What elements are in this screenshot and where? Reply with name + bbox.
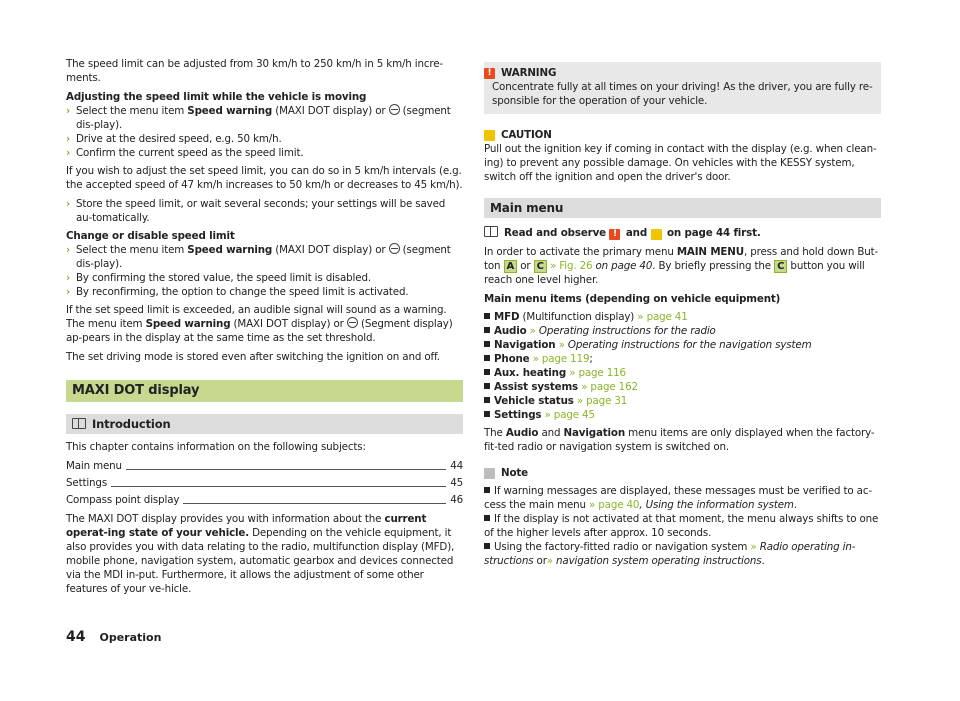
book-icon (72, 418, 86, 429)
note-label: Note (501, 467, 528, 479)
note-icon: i (484, 468, 495, 479)
interval-paragraph: If you wish to adjust the set speed limit, you can do so in 5 km/h intervals (e.g. the accepted speed of 47 km/h increases to 50 km/h or decreases to 45 km/h). (66, 165, 463, 191)
chevron-right-icon: › (66, 272, 71, 284)
page-link[interactable]: » page 162 (581, 381, 638, 393)
key-c: C (774, 260, 787, 273)
note-item: Using the factory-fitted radio or navigation system » Radio operating in-structions or» navigation system operating instructions. (484, 541, 856, 567)
list-item: › Confirm the current speed as the speed limit. (66, 147, 304, 159)
list-item: › By reconfirming, the option to change the speed limit is activated. (66, 286, 409, 298)
key-a: A (504, 260, 518, 273)
list-item: › By confirming the stored value, the speed limit is disabled. (66, 272, 371, 284)
list-item: › Store the speed limit, or wait several seconds; your settings will be saved au-tomatically. (66, 198, 446, 224)
fig-26-link[interactable]: » Fig. 26 (546, 260, 593, 272)
chapter-info: This chapter contains information on the following subjects: (66, 441, 366, 453)
segment-display-icon (389, 104, 400, 115)
segment-display-icon (347, 317, 358, 328)
list-item: Vehicle status » page 31 (484, 394, 881, 408)
list-item: › Select the menu item Speed warning (MAXI DOT display) or (segment dis-play). (66, 105, 451, 131)
chevron-right-icon: › (66, 244, 71, 256)
note-item: If warning messages are displayed, these messages must be verified to ac-cess the main menu » page 40, Using the information system. (484, 485, 872, 511)
page-link[interactable]: » page 45 (544, 409, 595, 421)
read-observe-line: Read and observe ! and ! on page 44 first. (484, 226, 881, 240)
intro-paragraph: The speed limit can be adjusted from 30 km/h to 250 km/h in 5 km/h incre-ments. (66, 58, 443, 84)
maxi-dot-heading: MAXI DOT display (66, 380, 463, 402)
right-column (484, 62, 881, 568)
activate-paragraph: In order to activate the primary menu MAIN MENU, press and hold down But-ton A or C » Fig. 26 on page 40. By briefly pressing the C button you will reach one level higher. (484, 246, 879, 286)
page-footer (66, 629, 161, 645)
main-menu-heading: Main menu (484, 198, 881, 218)
page-link[interactable]: » page 31 (576, 395, 628, 407)
maxi-dot-paragraph: The MAXI DOT display provides you with information about the current operat-ing state of your vehicle. Depending on the vehicle equipment, it also provides you with data relating to the radio, multifunction display (MFD), mobile phone, navigation system, automatic gearbox and devices connected via the MDI in-put. Furthermore, it allows the adjustment of some other features of your ve-hicle. (66, 513, 455, 595)
list-item: Aux. heating » page 116 (484, 366, 881, 380)
key-c: C (534, 260, 547, 273)
caution-icon: ! (651, 229, 662, 240)
list-item: › Drive at the desired speed, e.g. 50 km/h. (66, 133, 282, 145)
caution-icon: ! (484, 130, 495, 141)
chevron-right-icon: › (66, 147, 71, 159)
exceeded-paragraph: If the set speed limit is exceeded, an audible signal will sound as a warning. The menu item Speed warning (MAXI DOT display) or (Segment display) ap-pears in the display at the same time as the set threshold. (66, 304, 453, 344)
stored-mode-paragraph: The set driving mode is stored even after switching the ignition on and off. (66, 351, 440, 363)
page-link[interactable]: » page 41 (637, 311, 688, 323)
list-item: Assist systems » page 162 (484, 380, 881, 394)
toc-item-settings[interactable]: Settings 45 (66, 477, 463, 489)
list-item: Navigation » Operating instructions for the navigation system (484, 338, 881, 352)
book-icon (484, 226, 498, 237)
section-title: Operation (99, 631, 162, 644)
chevron-right-icon: › (66, 105, 71, 117)
caution-label: CAUTION (501, 129, 552, 141)
list-item: Audio » Operating instructions for the radio (484, 324, 881, 338)
adjust-heading: Adjusting the speed limit while the vehicle is moving (66, 91, 367, 103)
warning-text: Concentrate fully at all times on your driving! As the driver, you are fully re-sponsible for the operation of your vehicle. (492, 81, 873, 107)
toc-item-compass[interactable]: Compass point display 46 (66, 494, 463, 506)
list-item: › Select the menu item Speed warning (MAXI DOT display) or (segment dis-play). (66, 244, 451, 270)
note-item: If the display is not activated at that moment, the menu always shifts to one of the higher levels after approx. 10 seconds. (484, 513, 879, 539)
warning-box (484, 62, 881, 114)
toc-item-main-menu[interactable]: Main menu 44 (66, 460, 463, 472)
menu-items-heading: Main menu items (depending on vehicle equipment) (484, 293, 781, 305)
list-item: MFD (Multifunction display) » page 41 (484, 310, 881, 324)
audio-nav-paragraph: The Audio and Navigation menu items are only displayed when the factory-fit-ted radio or navigation system is switched on. (484, 427, 875, 453)
warning-icon: ! (484, 68, 495, 79)
chevron-right-icon: › (66, 286, 71, 298)
list-item: Settings » page 45 (484, 408, 881, 422)
page-link[interactable]: » page 116 (569, 367, 626, 379)
left-column (66, 57, 463, 596)
segment-display-icon (389, 243, 400, 254)
introduction-heading: Introduction (66, 414, 463, 434)
page-link[interactable]: » page 119 (532, 353, 590, 365)
page-link[interactable]: » page 40 (589, 499, 640, 511)
list-item: Phone » page 119; (484, 352, 881, 366)
page-number: 44 (66, 629, 86, 645)
caution-text: Pull out the ignition key if coming in contact with the display (e.g. when clean-ing) to prevent any possible damage. On vehicles with the KESSY system, switch off the ignition and open the driver's door. (484, 143, 877, 183)
chevron-right-icon: › (66, 198, 71, 210)
warning-label: WARNING (501, 67, 557, 79)
warning-icon: ! (609, 229, 620, 240)
chevron-right-icon: › (66, 133, 71, 145)
change-heading: Change or disable speed limit (66, 230, 235, 242)
